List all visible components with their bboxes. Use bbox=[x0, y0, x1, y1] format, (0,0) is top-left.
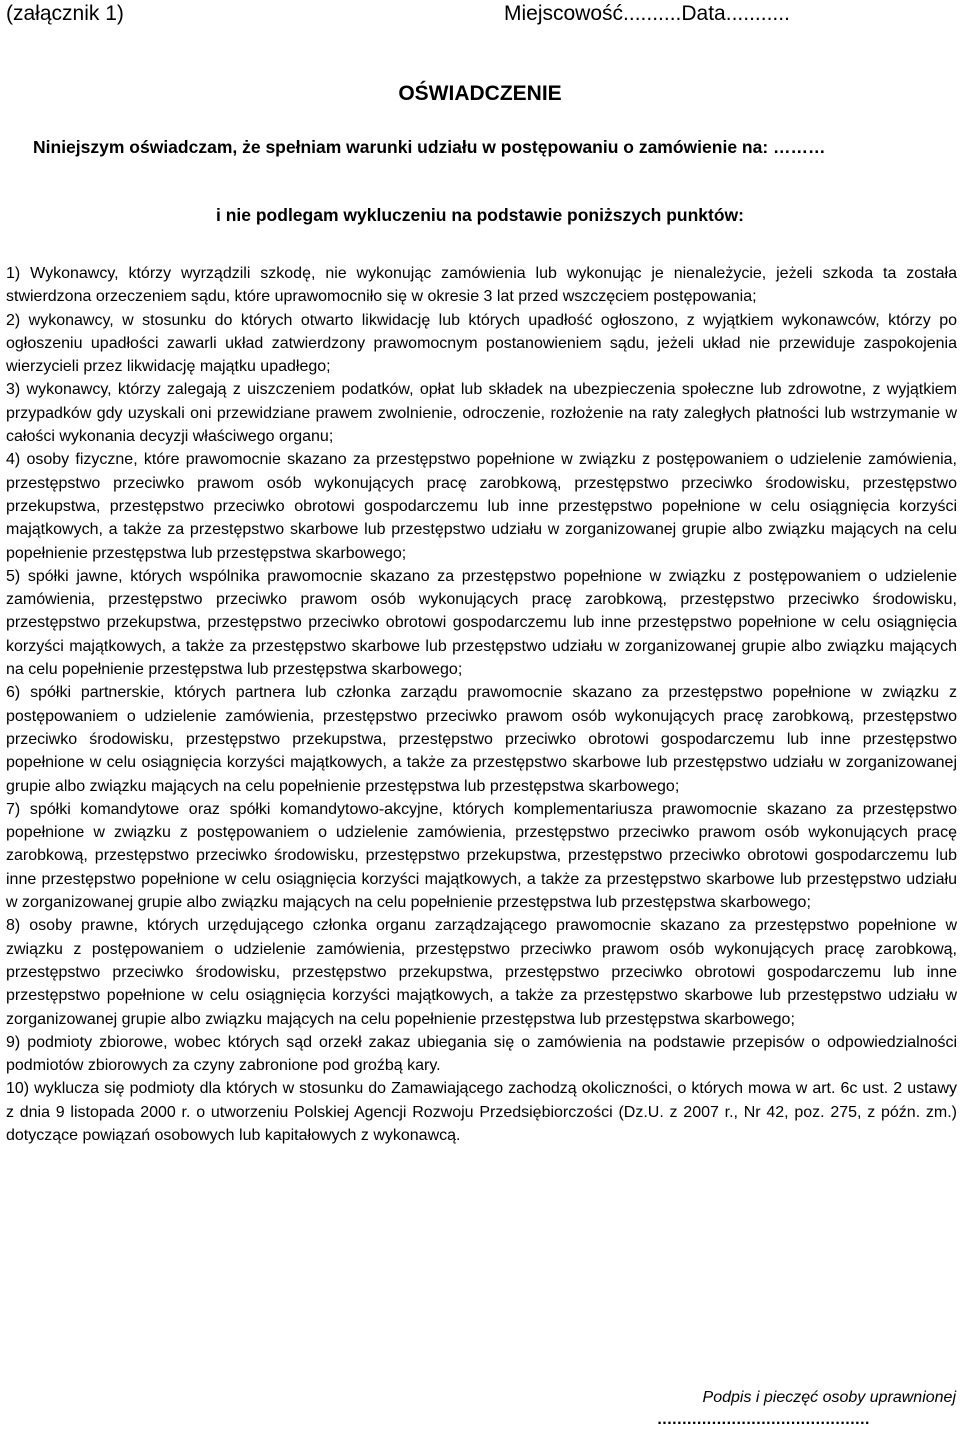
point-8: 8) osoby prawne, których urzędującego członka organu zarządzającego prawomocnie skazano za przestępstwo popełnione w związku z postępowaniem o udzielenie zamówienia, przestępstwo przeciwko prawom osób wykonujących pracę zarobkową, przestępstwo przeciwko środowisku, przestępstwo przekupstwa, przestępstwo przeciwko obrotowi gospodarczemu lub inne przestępstwo popełnione w celu osiągnięcia korzyści majątkowych, a także za przestępstwo skarbowe lub przestępstwo udziału w zorganizowanej grupie albo związku mających na celu popełnienie przestępstwa lub przestępstwa skarbowego; bbox=[6, 917, 957, 1028]
place-date-field: Miejscowość..........Data........... bbox=[504, 2, 790, 25]
point-4: 4) osoby fizyczne, które prawomocnie skazano za przestępstwo popełnione w związku z postępowaniem o udzielenie zamówienia, przestępstwo przeciwko prawom osób wykonujących pracę zarobkową, przestępstwo przeciwko środowisku, przestępstwo przekupstwa, przestępstwo przeciwko obrotowi gospodarczemu lub inne przestępstwo popełnione w celu osiągnięcia korzyści majątkowych, a także za przestępstwo skarbowe lub przestępstwo udziału w zorganizowanej grupie albo związku mających na celu popełnienie przestępstwa lub przestępstwa skarbowego; bbox=[6, 451, 957, 562]
exclusion-points-list bbox=[6, 262, 957, 1147]
point-9: 9) podmioty zbiorowe, wobec których sąd orzekł zakaz ubiegania się o zamówienia na podstawie przepisów o odpowiedzialności podmiotów zbiorowych za czyny zabronione pod groźbą kary. bbox=[6, 1033, 957, 1075]
attachment-label: (załącznik 1) bbox=[6, 2, 124, 25]
point-3: 3) wykonawcy, którzy zalegają z uiszczeniem podatków, opłat lub składek na ubezpieczenia społeczne lub zdrowotne, z wyjątkiem przypadków gdy uzyskali oni przewidziane prawem zwolnienie, odroczenie, rozłożenie na raty zaległych płatności lub wstrzymanie w całości wykonania decyzji właściwego organu; bbox=[6, 381, 957, 446]
exclusion-subheading: i nie podlegam wykluczeniu na podstawie poniższych punktów: bbox=[216, 205, 744, 225]
signature-label: Podpis i pieczęć osoby uprawnionej bbox=[702, 1389, 956, 1406]
intro-statement: Niniejszym oświadczam, że spełniam warunki udziału w postępowaniu o zamówienie na: ……… bbox=[33, 137, 826, 157]
point-10: 10) wyklucza się podmioty dla których w stosunku do Zamawiającego zachodzą okoliczności, o których mowa w art. 6c ust. 2 ustawy z dnia 9 listopada 2000 r. o utworzeniu Polskiej Agencji Rozwoju Przedsiębiorczości (Dz.U. z 2007 r., Nr 42, poz. 275, z późn. zm.) dotyczące powiązań osobowych lub kapitałowych z wykonawcą. bbox=[6, 1080, 957, 1144]
document-title: OŚWIADCZENIE bbox=[398, 82, 562, 105]
point-1: 1) Wykonawcy, którzy wyrządzili szkodę, nie wykonując zamówienia lub wykonując je nienależycie, jeżeli szkoda ta została stwierdzona orzeczeniem sądu, które uprawomocniło się w okresie 3 lat przed wszczęciem postępowania; bbox=[6, 265, 957, 306]
signature-line: ........................................... bbox=[657, 1411, 870, 1428]
point-5: 5) spółki jawne, których wspólnika prawomocnie skazano za przestępstwo popełnione w związku z postępowaniem o udzielenie zamówienia, przestępstwo przeciwko prawom osób wykonujących pracę zarobkową, przestępstwo przeciwko środowisku, przestępstwo przekupstwa, przestępstwo przeciwko obrotowi gospodarczemu lub inne przestępstwo popełnione w celu osiągnięcia korzyści majątkowych, a także za przestępstwo skarbowe lub przestępstwo udziału w zorganizowanej grupie albo związku mających na celu popełnienie przestępstwa lub przestępstwa skarbowego; bbox=[6, 567, 957, 679]
point-7: 7) spółki komandytowe oraz spółki komandytowo-akcyjne, których komplementariusza prawomocnie skazano za przestępstwo popełnione w związku z postępowaniem o udzielenie zamówienia, przestępstwo przeciwko prawom osób wykonujących pracę zarobkową, przestępstwo przeciwko środowisku, przestępstwo przekupstwa, przestępstwo przeciwko obrotowi gospodarczemu lub inne przestępstwo popełnione w celu osiągnięcia korzyści majątkowych, a także za przestępstwo skarbowe lub przestępstwo udziału w zorganizowanej grupie albo związku mających na celu popełnienie przestępstwa lub przestępstwa skarbowego; bbox=[6, 800, 957, 912]
point-6: 6) spółki partnerskie, których partnera lub członka zarządu prawomocnie skazano za przestępstwo popełnione w związku z postępowaniem o udzielenie zamówienia, przestępstwo przeciwko prawom osób wykonujących pracę zarobkową, przestępstwo przeciwko środowisku, przestępstwo przekupstwa, przestępstwo przeciwko obrotowi gospodarczemu lub inne przestępstwo popełnione w celu osiągnięcia korzyści majątkowych, a także za przestępstwo skarbowe lub przestępstwo udziału w zorganizowanej grupie albo związku mających na celu popełnienie przestępstwa lub przestępstwa skarbowego; bbox=[6, 684, 957, 795]
point-2: 2) wykonawcy, w stosunku do których otwarto likwidację lub których upadłość ogłoszono, z wyjątkiem wykonawców, którzy po ogłoszeniu upadłości zawarli układ zatwierdzony prawomocnym postanowieniem sądu, jeżeli układ nie przewiduje zaspokojenia wierzycieli przez likwidację majątku upadłego; bbox=[6, 311, 957, 376]
